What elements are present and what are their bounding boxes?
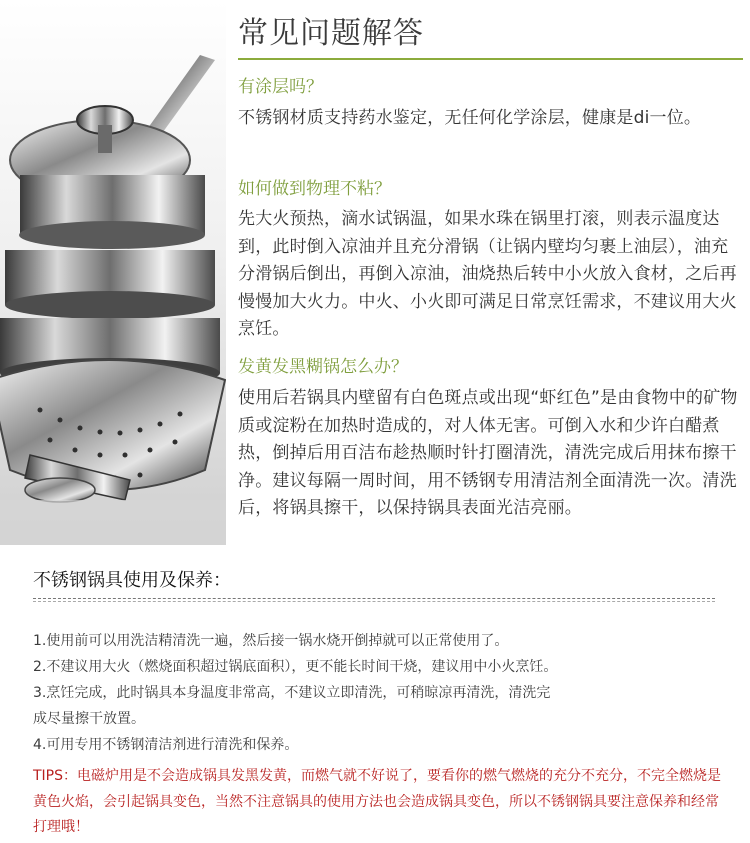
title-divider (238, 58, 743, 60)
dashed-divider-secondary (33, 601, 715, 602)
faq-question-coating: 有涂层吗？ (238, 77, 323, 97)
care-tip-4: 4.可用专用不锈钢清洁剂进行清洗和保养。 (33, 737, 299, 753)
care-heading: 不锈钢锅具使用及保养： (33, 570, 231, 591)
faq-question-nonstick: 如何做到物理不粘？ (238, 179, 391, 199)
cookware-photo (0, 0, 226, 545)
care-tip-1: 1.使用前可以用洗洁精清洗一遍，然后接一锅水烧开倒掉就可以正常使用了。 (33, 633, 509, 649)
faq-title: 常见问题解答 (238, 16, 424, 51)
care-tip-3: 3.烹饪完成，此时锅具本身温度非常高，不建议立即清洗，可稍晾凉再清洗，清洗完 (33, 685, 551, 701)
dashed-divider (33, 598, 715, 599)
faq-question-burnt: 发黄发黑糊锅怎么办？ (238, 357, 408, 377)
tips-warning: TIPS：电磁炉用是不会造成锅具发黑发黄，而燃气就不好说了，要看你的燃气燃烧的充分不充分，不完全燃烧是黄色火焰，会引起锅具变色，当然不注意锅具的使用方法也会造成锅具变色，所以不锈钢锅具要注意保养和经常打理哦！ (33, 768, 722, 835)
faq-answer-coating: 不锈钢材质支持药水鉴定，无任何化学涂层，健康是di一位。 (238, 108, 702, 128)
faq-answer-burnt: 使用后若锅具内壁留有白色斑点或出现“虾红色”是由食物中的矿物质或淀粉在加热时造成的，对人体无害。可倒入水和少许白醋煮热，倒掉后用百洁布趁热顺时针打圈清洗，清洗完成后用抹布擦干净。建议每隔一周时间，用不锈钢专用清洁剂全面清洗一次。清洗后，将锅具擦干，以保持锅具表面光洁亮丽。 (238, 388, 738, 518)
faq-answer-nonstick: 先大火预热，滴水试锅温，如果水珠在锅里打滚，则表示温度达到，此时倒入凉油并且充分滑锅（让锅内壁均匀裹上油层），油充分滑锅后倒出，再倒入凉油，油烧热后转中小火放入食材，之后再慢慢加大火力。中火、小火即可满足日常烹饪需求，不建议用大火烹饪。 (238, 209, 737, 339)
care-tip-3-continued: 成尽量擦干放置。 (33, 711, 145, 727)
care-tip-2: 2.不建议用大火（燃烧面积超过锅底面积），更不能长时间干烧，建议用中小火烹饪。 (33, 659, 558, 675)
